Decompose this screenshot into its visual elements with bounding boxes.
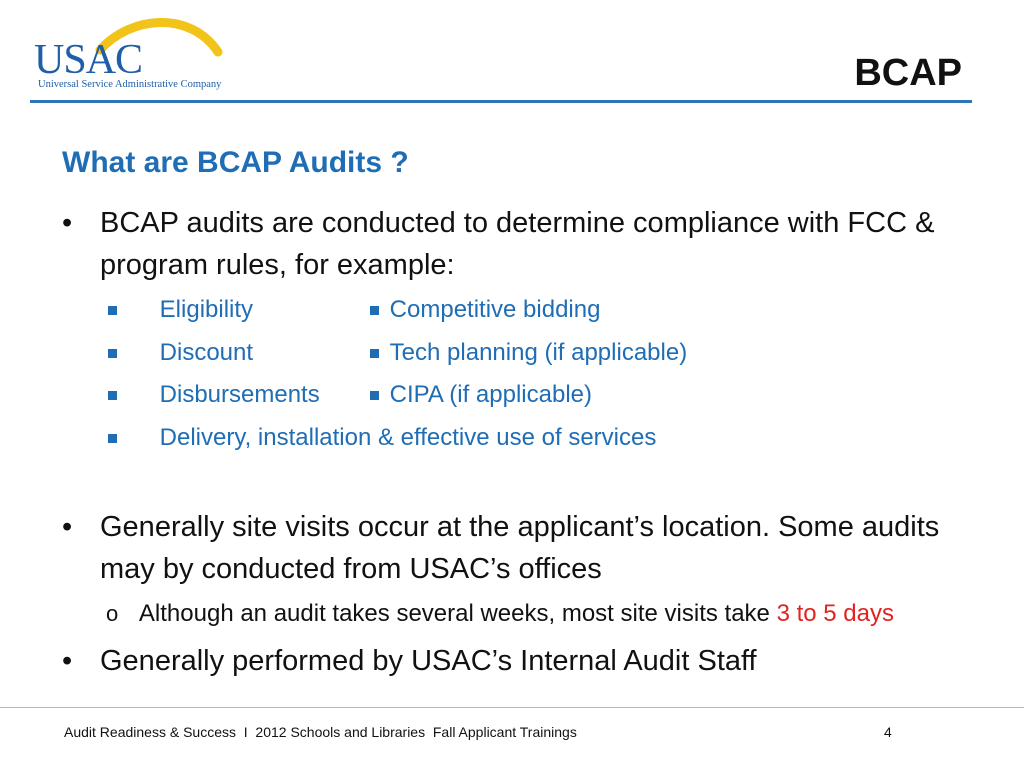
bullet-dot-icon: •: [62, 207, 73, 239]
square-bullet-icon: [108, 306, 117, 315]
item-tech-planning: Tech planning (if applicable): [389, 339, 688, 366]
circle-bullet-icon: o: [106, 601, 119, 626]
list-item: [370, 295, 600, 325]
site-visit-note: [106, 599, 894, 629]
logo-subtitle: Universal Service Administrative Company: [38, 79, 222, 90]
list-item: [108, 423, 656, 453]
square-bullet-icon: [108, 349, 117, 358]
square-bullet-icon: [108, 391, 117, 400]
bullet-3: [62, 640, 962, 682]
item-discount: Discount: [159, 339, 254, 366]
item-delivery: Delivery, installation & effective use of services: [159, 424, 657, 451]
site-visit-note-text: Although an audit takes several weeks, most site visits take: [138, 600, 777, 627]
bullet-2: [62, 506, 962, 590]
item-eligibility: Eligibility: [159, 296, 254, 323]
site-visit-duration: 3 to 5 days: [776, 600, 894, 627]
bullet-1-text: BCAP audits are conducted to determine compliance with FCC & program rules, for example:: [100, 207, 935, 281]
list-item: [108, 295, 253, 325]
header-divider: [30, 100, 972, 103]
bullet-dot-icon: •: [62, 511, 73, 543]
list-item: [370, 380, 592, 410]
list-item: [108, 338, 253, 368]
page-number: 4: [884, 724, 892, 740]
item-competitive-bidding: Competitive bidding: [389, 296, 601, 323]
section-label: BCAP: [854, 52, 962, 94]
bullet-1: [62, 202, 982, 286]
list-item: [108, 380, 320, 410]
item-cipa: CIPA (if applicable): [389, 381, 592, 408]
logo-wordmark: USAC: [34, 37, 143, 83]
square-bullet-icon: [370, 391, 379, 400]
bullet-2-text: Generally site visits occur at the applicant’s location. Some audits may by conducted from USAC’s offices: [100, 511, 940, 585]
square-bullet-icon: [370, 306, 379, 315]
usac-logo: [30, 12, 230, 92]
list-item: [370, 338, 687, 368]
square-bullet-icon: [108, 434, 117, 443]
item-disbursements: Disbursements: [159, 381, 320, 408]
square-bullet-icon: [370, 349, 379, 358]
bullet-3-text: Generally performed by USAC’s Internal Audit Staff: [100, 645, 757, 677]
footer-divider: [0, 707, 1024, 708]
slide-title: What are BCAP Audits ?: [62, 146, 409, 179]
footer-text: Audit Readiness & Success I 2012 Schools and Libraries Fall Applicant Trainings: [64, 724, 577, 740]
bullet-dot-icon: •: [62, 645, 73, 677]
